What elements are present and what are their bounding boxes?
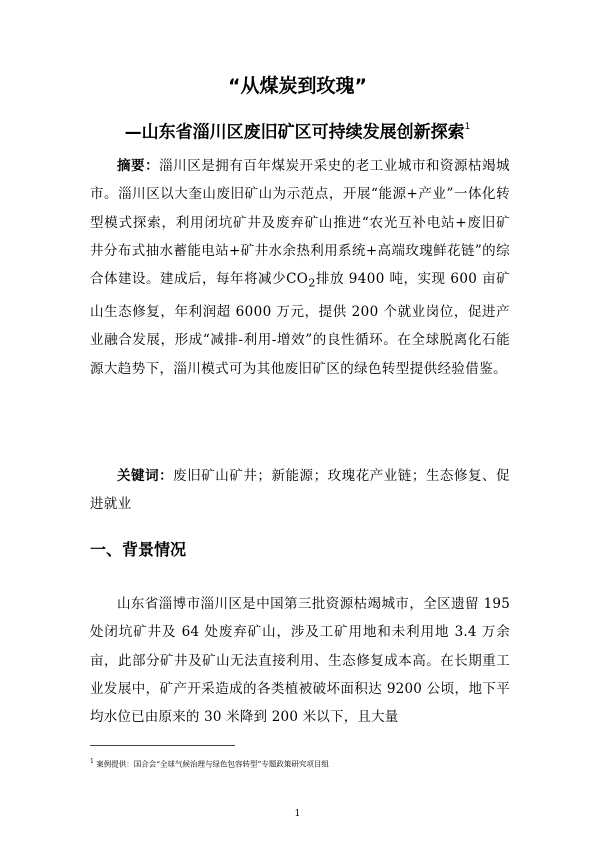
subtitle-text: —山东省淄川区废旧矿区可持续发展创新探索 bbox=[124, 122, 465, 143]
keywords-text: 废旧矿山矿井；新能源；玫瑰花产业链；生态修复、促进就业 bbox=[90, 468, 510, 513]
footnote-reference[interactable]: 1 bbox=[464, 122, 471, 132]
keywords-paragraph bbox=[90, 462, 510, 519]
document-title: “从煤炭到玫瑰” bbox=[228, 75, 367, 97]
page-number: 1 bbox=[294, 809, 301, 819]
footnote-text: 案例提供：国合会“全球气候治理与绿色包容转型”专题政策研究项目组 bbox=[96, 759, 329, 769]
abstract-text-continued: 排放 9400 吨，实现 600 亩矿山生态修复，年利润超 6000 万元，提供 200 个就业岗位，促进产业融合发展，形成“减排-利用-增效”的良性循环。在全球脱离化石能源大趋势下，淄川模式可为其他废旧矿区的绿色转型提供经验借鉴。 bbox=[90, 271, 510, 377]
footnote-divider bbox=[90, 745, 235, 746]
abstract-paragraph bbox=[90, 152, 510, 383]
abstract-label: 摘要： bbox=[117, 158, 160, 174]
footnote bbox=[90, 756, 329, 770]
background-paragraph: 山东省淄博市淄川区是中国第三批资源枯竭城市，全区遗留 195 处闭坑矿井及 64 处废弃矿山，涉及工矿用地和未利用地 3.4 万余亩，此部分矿井及矿山无法直接利用、生态修复成本高。在长期重工业发展中，矿产开采造成的各类植被破坏面积达 9200 公顷，地下平均水位已由原来的 30 米降到 200 米以下，且大量 bbox=[90, 596, 510, 726]
co2-subscript: 2 bbox=[308, 276, 316, 290]
document-subtitle bbox=[0, 117, 595, 145]
section-heading: 一、背景情况 bbox=[90, 540, 187, 559]
co2-formula bbox=[286, 271, 316, 290]
footnote-mark: 1 bbox=[90, 758, 94, 765]
keywords-label: 关键词： bbox=[117, 468, 174, 484]
co2-base: CO bbox=[286, 271, 309, 288]
abstract-text: 淄川区是拥有百年煤炭开采史的老工业城市和资源枯竭城市。淄川区以大奎山废旧矿山为示范点，开展“能源+产业”一体化转型模式探索，利用闭坑矿井及废弃矿山推进“农光互补电站+废旧矿井分布式抽水蓄能电站+矿井水余热利用系统+高端玫瑰鲜花链”的综合体建设。建成后，每年将减少 bbox=[90, 158, 510, 288]
